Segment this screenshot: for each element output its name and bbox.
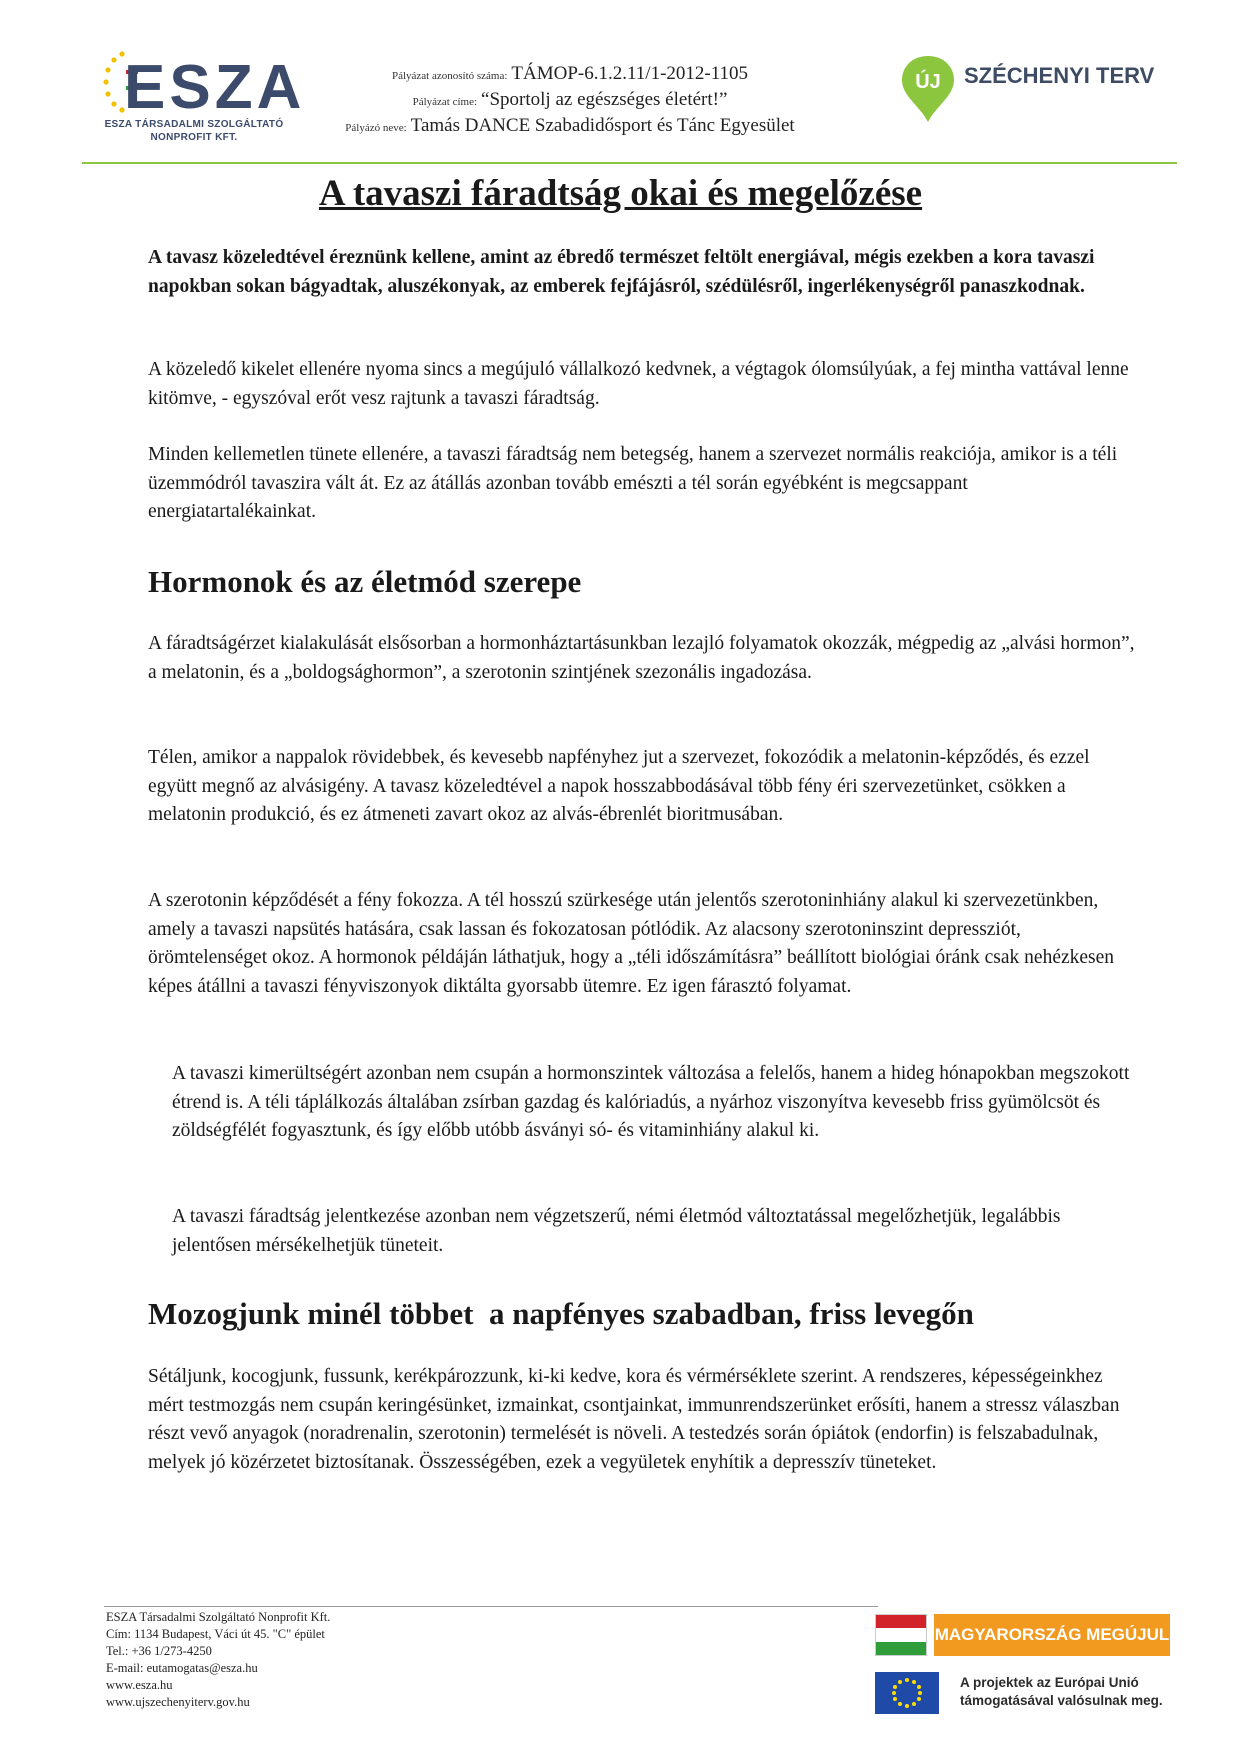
eu-support-line2: támogatásával valósulnak meg. <box>960 1693 1163 1708</box>
footer-divider <box>104 1606 878 1607</box>
paragraph-8-text: Sétáljunk, kocogjunk, fussunk, kerékpározzunk, ki-ki kedve, kora és vérmérséklete szerint. A rendszeres, képességeinkhez mért testmozgás nem csupán keringésünket, izmainkat, csontjainkat, immunrendszerünket erősíti, hanem a stressz válaszban részt vevő anyagok (noradrenalin, szerotonin) termelését is növeli. A testedzés során ópiátok (endorfin) is felszabadulnak, melyek jó közérzetet biztosítanak. Összességében, ezek a vegyületek enyhítik a depresszív tüneteket. <box>148 1366 1120 1473</box>
eu-support-text <box>960 1674 1163 1710</box>
tender-applicant-value: Tamás DANCE Szabadidősport és Tánc Egyesület <box>410 115 795 136</box>
tender-title-row <box>290 88 850 114</box>
tender-title-label: Pályázat címe: <box>412 96 478 108</box>
tender-id-label: Pályázat azonosító száma: <box>391 70 508 82</box>
paragraph-7 <box>172 1203 1138 1260</box>
tender-id-row <box>290 62 850 88</box>
tender-info <box>290 62 850 140</box>
footer-email: E-mail: eutamogatas@esza.hu <box>106 1661 258 1675</box>
eu-support-line1: A projektek az Európai Unió <box>960 1675 1139 1690</box>
paragraph-5 <box>148 887 1138 1001</box>
heading-exercise: Mozogjunk minél többet a napfényes szabadban, friss levegőn <box>148 1296 974 1331</box>
paragraph-3-text: A fáradtságérzet kialakulását elsősorban a hormonháztartásunkban lezajló folyamatok okozzák, mégpedig az „alvási hormon”, a melatonin, és a „boldogsághormon”, a szerotonin szintjének szezonális ingadozása. <box>148 633 1135 683</box>
tender-id-value: TÁMOP-6.1.2.11/1-2012-1105 <box>511 63 749 84</box>
paragraph-4 <box>148 744 1138 830</box>
paragraph-6-text: A tavaszi kimerültségért azonban nem csupán a hormonszintek változása a felelős, hanem a hideg hónapokban megszokott étrend is. A téli táplálkozás általában zsírban gazdag és kalóriadús, a nyárhoz viszonyítva kevesebb friss gyümölcsöt és zöldségfélét fogyasztunk, és így előbb utóbb ásványi só- és vitaminhiány alakul ki. <box>172 1063 1130 1141</box>
paragraph-4-text: Télen, amikor a nappalok rövidebbek, és kevesebb napfényhez jut a szervezet, fokozódik a melatonin-képződés, és ezzel együtt megnő az alvásigény. A tavasz közeledtével a napok hosszabbodásával több fény éri szervezetünket, csökken a melatonin produkció, és ez átmeneti zavart okoz az alvás-ébrenlét bioritmusában. <box>148 747 1090 825</box>
paragraph-2 <box>148 441 1138 527</box>
paragraph-1-text: A közeledő kikelet ellenére nyoma sincs a megújuló vállalkozó kedvnek, a végtagok ólomsúlyúak, a fej mintha vattával lenne kitömve, - egyszóval erőt vesz rajtunk a tavaszi fáradtság. <box>148 359 1129 409</box>
paragraph-8 <box>148 1363 1138 1477</box>
page-title: A tavaszi fáradtság okai és megelőzése <box>318 173 923 214</box>
paragraph-1 <box>148 356 1138 413</box>
heading-hormones: Hormonok és az életmód szerepe <box>148 564 582 599</box>
hungarian-flag-icon <box>875 1614 927 1656</box>
paragraph-7-text: A tavaszi fáradtság jelentkezése azonban nem végzetszerű, némi életmód változtatással megelőzhetjük, legalábbis jelentősen mérsékelhetjük tüneteit. <box>172 1206 1061 1256</box>
szechenyi-badge-text: ÚJ <box>915 71 941 93</box>
tender-applicant-label: Pályázó neve: <box>345 122 407 134</box>
paragraph-5-text: A szerotonin képződését a fény fokozza. A tél hosszú szürkesége után jelentős szerotoninhiány alakul ki szervezetünkben, amely a tavaszi napsütés hatására, csak lassan és fokozatosan pótlódik. Az alacsony szerotoninszint depressziót, örömtelenséget okoz. A hormonok példáján láthatjuk, hogy a „téli időszámításra” beállított biológiai óránk csak nehézkesen képes átállni a tavaszi fényviszonyok diktálta gyorsabb ütemre. Ez igen fárasztó folyamat. <box>148 890 1115 997</box>
footer-web-esza: www.esza.hu <box>106 1678 173 1692</box>
eu-stars-icon <box>103 51 124 112</box>
esza-logo-text: ESZA <box>124 53 306 122</box>
paragraph-6 <box>172 1060 1138 1146</box>
eu-flag-icon <box>875 1672 939 1714</box>
tender-title-value: “Sportolj az egészséges életért!” <box>481 89 728 110</box>
magyarorszag-megujul-banner: MAGYARORSZÁG MEGÚJUL <box>934 1614 1170 1656</box>
esza-subtitle <box>104 118 284 144</box>
paragraph-3 <box>148 630 1138 687</box>
footer-phone: Tel.: +36 1/273-4250 <box>106 1644 212 1658</box>
esza-subtitle-line2: NONPROFIT KFT. <box>150 132 238 143</box>
lead-paragraph <box>148 244 1138 301</box>
footer-web-szechenyi: www.ujszechenyiterv.gov.hu <box>106 1695 250 1709</box>
header-divider <box>82 162 1177 164</box>
tender-applicant-row <box>290 114 850 140</box>
esza-subtitle-line1: ESZA TÁRSADALMI SZOLGÁLTATÓ <box>104 119 284 130</box>
footer-contact <box>106 1609 330 1711</box>
footer-org: ESZA Társadalmi Szolgáltató Nonprofit Kft. <box>106 1610 331 1624</box>
lead-text: A tavasz közeledtével éreznünk kellene, amint az ébredő természet feltölt energiával, mégis ezekben a kora tavaszi napokban sokan bágyadtak, aluszékonyak, az emberek fejfájásról, szédülésről, ingerlékenységről panaszkodnak. <box>148 247 1095 297</box>
szechenyi-text: SZÉCHENYI TERV <box>964 63 1155 88</box>
paragraph-2-text: Minden kellemetlen tünete ellenére, a tavaszi fáradtság nem betegség, hanem a szervezet normális reakciója, amikor is a téli üzemmódról tavaszira vált át. Ez az átállás azonban tovább emészti a tél során egyébként is megcsappant energiatartalékainkat. <box>148 444 1118 522</box>
footer-address: Cím: 1134 Budapest, Váci út 45. "C" épület <box>106 1627 325 1641</box>
